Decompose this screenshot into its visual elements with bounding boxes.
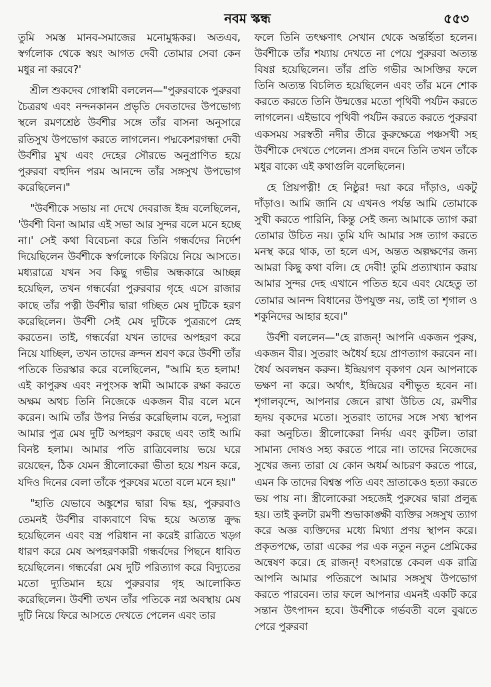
paragraph: "হাতি যেভাবে অঙ্কুশের দ্বারা বিদ্ধ হয়, পুরুরবাও তেমনই উর্বশীর বাক্যবাণে বিদ্ধ হয়ে অত্যন্ত ক্রুদ্ধ হয়েছিলেন এবং বস্ত্র পরিধান না করেই রাত্রিতে খড়্গ ধারণ করে মেষ অপহরণকারী গন্ধর্বদের পিছনে ধাবিত হয়েছিলেন। গন্ধর্বেরা মেষ দুটি পরিত্যাগ করে বিদ্যুতের মতো দ্যুতিমান হয়ে পুরুরবার গৃহ আলোকিত করেছিলেন। উর্বশী তখন তাঁর পতিকে নগ্ন অবস্থায় মেষ দুটি নিয়ে ফিরে আসতে দেখতে পেলেন এবং তার <box>18 497 241 623</box>
paragraph: ফলে তিনি তৎক্ষণাৎ সেখান থেকে অন্তর্হিতা হলেন। উর্বশীকে তাঁর শয্যায় দেখতে না পেয়ে পুরুরবা অত্যন্ত বিষণ্ণ হয়েছিলেন। তাঁর প্রতি গভীর আসক্তির ফলে তিনি অত্যন্ত বিচলিত হয়েছিলেন এবং তাঁর মনে শোক করতে করতে তিনি উন্মত্তের মতো পৃথিবী পর্যটন করতে লাগলেন। এইভাবে পৃথিবী পর্যটন করতে করতে পুরুরবা একসময় সরস্বতী নদীর তীরে কুরুক্ষেত্রে পঞ্চসখী সহ উর্বশীকে দেখতে পেলেন। প্রসন্ন বদনে তিনি তখন তাঁকে মধুর বাক্যে এই কথাগুলি বলেছিলেন। <box>254 32 477 173</box>
paragraph: শ্রীল শুকদেব গোস্বামী বললেন—"পুরুরবাকে পুরুরবা চৈত্ররথ এবং নন্দনকানন প্রভৃতি দেবতাদের উপভোগ্য স্থলে রমণশ্রেষ্ঠ উর্বশীর সঙ্গে তাঁর বাসনা অনুসারে রতিসুখ উপভোগ করতে লাগলেন। পদ্মকেশরগন্ধা দেবী উর্বশীর মুখ এবং দেহের সৌরভে অনুপ্রাণিত হয়ে পুরুরবা বহুদিন পরম আনন্দে তাঁর সঙ্গসুখ উপভোগ করেছিলেন।" <box>18 85 241 194</box>
paragraph: উর্বশী বললেন—"হে রাজন্! আপনি একজন পুরুষ, একজন বীর। সুতরাং অধৈর্য হয়ে প্রাণত্যাগ করবেন না। ধৈর্য অবলম্বন করুন। ইন্দ্রিয়গণ বৃকগণ যেন আপনাকে ভক্ষণ না করে। অর্থাৎ, ইন্দ্রিয়ের বশীভূত হবেন না। শৃগালবৃন্দে, আপনার জেনে রাখা উচিত যে, রমণীর হৃদয় বৃকদের মতো। সুতরাং তাদের সঙ্গে সখ্য স্থাপন করা অনুচিত। স্ত্রীলোকেরা নির্দয় এবং কুটিল। তারা সামান্য দোষও সহ্য করতে পারে না। তাদের নিজেদের সুখের জন্য তারা যে কোন অধর্ম আচরণ করতে পারে, এমন কি তাদের বিশ্বস্ত পতি এবং ভ্রাতাকেও হত্যা করতে ভয় পায় না। স্ত্রীলোকেরা সহজেই পুরুষের দ্বারা প্রলুব্ধ হয়। তাই কুলটা রমণী শুভাকাঙ্ক্ষী ব্যক্তির সঙ্গসুখ ত্যাগ করে অজ্ঞ ব্যক্তিদের মধ্যে মিথ্যা প্রণয় স্থাপন করে। প্রকৃতপক্ষে, তারা একের পর এক নতুন নতুন প্রেমিকের অন্বেষণ করে। হে রাজন্! বৎসরান্তে কেবল এক রাত্রি আপনি আমার পতিরূপে আমার সঙ্গসুখ উপভোগ করতে পারবেন। তার ফলে আপনার এমনই একটি করে সন্তান উৎপাদন হবে। উর্বশীকে গর্ভবতী বলে বুঝতে পেরে পুরুরবা <box>254 331 477 634</box>
page-header <box>18 8 477 30</box>
paragraph: তুমি সমস্ত মানব-সমাজের মনোমুগ্ধকর। অতএব, স্বর্গলোক থেকে স্বয়ং আগত দেবী তোমার সেবা কেন মধুর না করবে?' <box>18 32 241 77</box>
paragraph: হে প্রিয়পত্নী! হে নিষ্ঠুর! দয়া করে দাঁড়াও, একটু দাঁড়াও। আমি জানি যে এখনও পর্যন্ত আমি তোমাকে সুখী করতে পারিনি, কিন্তু সেই জন্য আমাকে ত্যাগ করা তোমার উচিত নয়। তুমি যদি আমার সঙ্গ ত্যাগ করতে মনস্থ করে থাক, তা হলে এস, অন্তত অল্পক্ষণের জন্য আমরা কিছু কথা বলি। হে দেবী! তুমি প্রত্যাখ্যান করায় আমার সুন্দর দেহ এখানে পতিত হবে এবং যেহেতু তা তোমার আনন্দ বিধানের উপযুক্ত নয়, তাই তা শৃগাল ও শকুনিদের আহার হবে।" <box>254 181 477 323</box>
paragraph: "উর্বশীকে সভায় না দেখে দেবরাজ ইন্দ্র বলেছিলেন, 'উর্বশী বিনা আমার এই সভা আর সুন্দর বলে মনে হচ্ছে না।' সেই কথা বিবেচনা করে তিনি গন্ধর্বদের নির্দেশ দিয়েছিলেন উর্বশীকে স্বর্গলোকে ফিরিয়ে নিয়ে আসতে। মধ্যরাত্রে যখন সব কিছু গভীর অন্ধকারে আচ্ছন্ন হয়েছিল, তখন গন্ধর্বেরা পুরুরবার গৃহে এসে রাজার কাছে তাঁর পত্নী উর্বশীর দ্বারা গচ্ছিত মেষ দুটিকে হরণ করেছিলেন। উর্বশী সেই মেষ দুটিকে পুত্ররূপে স্নেহ করতেন। তাই, গন্ধর্বেরা যখন তাদের অপহরণ করে নিয়ে যাচ্ছিল, তখন তাদের ক্রন্দন শ্রবণ করে উর্বশী তাঁর পতিকে তিরস্কার করে বলেছিলেন, "আমি হত হলাম! এই কাপুরুষ এবং নপুংসক স্বামী আমাকে রক্ষা করতে অক্ষম অথচ তিনি নিজেকে একজন বীর বলে মনে করেন। আমি তাঁর উপর নির্ভর করেছিলাম বলে, দস্যুরা আমার পুত্র মেষ দুটি অপহরণ করছে এবং তাই আমি বিনষ্ট হলাম। আমার পতি রাত্রিবেলায় ভয়ে ঘরে রয়েছেন, ঠিক যেমন স্ত্রীলোকেরা ভীতা হয়ে শয়ন করে, যদিও দিনের বেলা তাঁকে পুরুষের মতো বলে মনে হয়।" <box>18 202 241 489</box>
text-columns <box>18 30 477 640</box>
left-column <box>18 30 241 640</box>
chapter-title: নবম স্কন্ধ <box>224 12 271 27</box>
right-column <box>255 30 478 640</box>
page-number: ৫৫৩ <box>443 12 469 27</box>
